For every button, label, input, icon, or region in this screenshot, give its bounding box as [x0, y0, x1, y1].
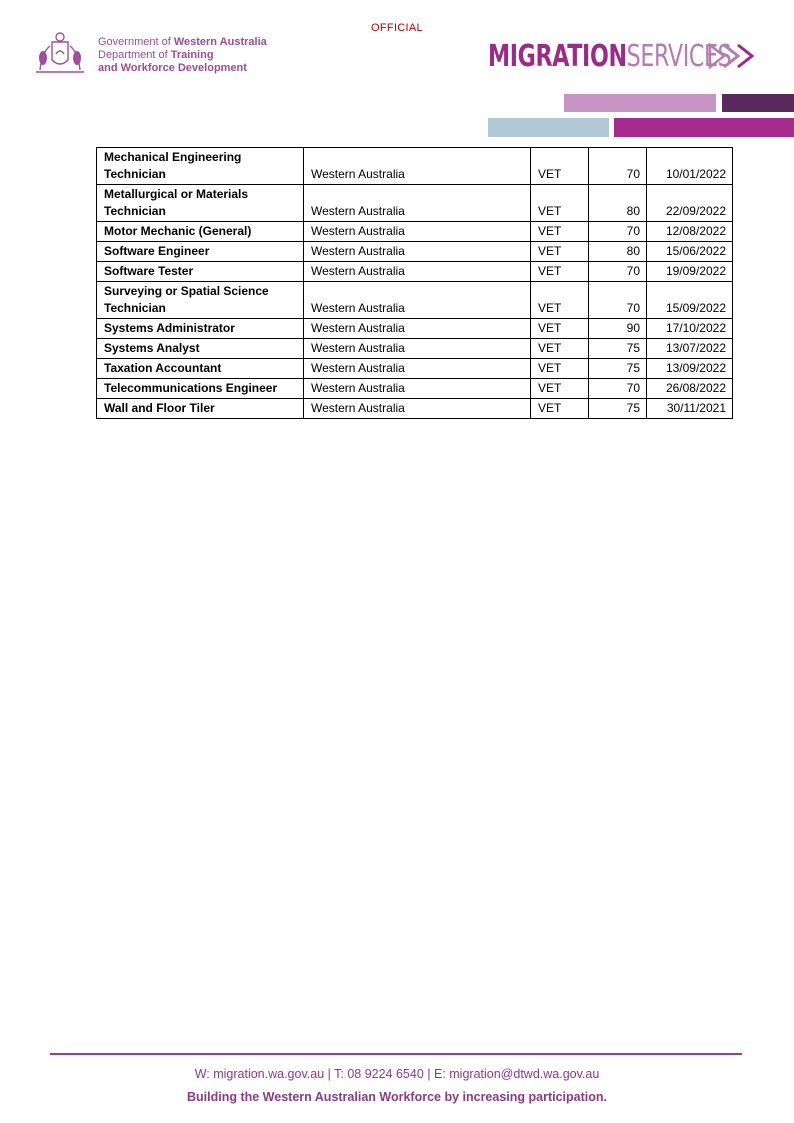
table-row: [97, 339, 733, 359]
occupation-cell: Motor Mechanic (General): [97, 222, 304, 242]
date-cell: 13/07/2022: [647, 339, 733, 359]
type-cell: VET: [531, 282, 589, 319]
occupation-cell: Systems Administrator: [97, 319, 304, 339]
brand-wordmark: [488, 39, 731, 74]
decorative-bar-magenta: [614, 118, 794, 137]
date-cell: 30/11/2021: [647, 399, 733, 419]
occupation-cell: Telecommunications Engineer: [97, 379, 304, 399]
state-cell: Western Australia: [304, 185, 531, 222]
occupation-cell: Software Tester: [97, 262, 304, 282]
type-cell: VET: [531, 185, 589, 222]
score-cell: 70: [589, 379, 647, 399]
gov-logo-line1-prefix: Government of: [98, 36, 174, 48]
decorative-bar-light-purple: [564, 94, 716, 112]
date-cell: 15/09/2022: [647, 282, 733, 319]
score-cell: 90: [589, 319, 647, 339]
table-row: [97, 242, 733, 262]
score-cell: 70: [589, 148, 647, 185]
gov-logo-line1-bold: Western Australia: [173, 36, 267, 48]
classification-label: OFFICIAL: [371, 22, 423, 34]
date-cell: 17/10/2022: [647, 319, 733, 339]
occupation-cell: Software Engineer: [97, 242, 304, 262]
score-cell: 70: [589, 282, 647, 319]
type-cell: VET: [531, 148, 589, 185]
state-cell: Western Australia: [304, 399, 531, 419]
wa-crest-icon: [30, 30, 90, 76]
occupation-cell: Surveying or Spatial Science Technician: [97, 282, 304, 319]
type-cell: VET: [531, 379, 589, 399]
state-cell: Western Australia: [304, 282, 531, 319]
gov-logo-line2-bold: Training: [170, 49, 214, 61]
occupation-cell: Wall and Floor Tiler: [97, 399, 304, 419]
score-cell: 80: [589, 185, 647, 222]
decorative-bar-light-blue: [488, 118, 609, 137]
type-cell: VET: [531, 359, 589, 379]
state-cell: Western Australia: [304, 319, 531, 339]
migration-services-logo: [488, 36, 794, 76]
state-cell: Western Australia: [304, 262, 531, 282]
date-cell: 12/08/2022: [647, 222, 733, 242]
date-cell: 13/09/2022: [647, 359, 733, 379]
brand-part1: MIGRATION: [488, 38, 627, 74]
date-cell: 26/08/2022: [647, 379, 733, 399]
table-row: [97, 222, 733, 242]
occupation-cell: Systems Analyst: [97, 339, 304, 359]
type-cell: VET: [531, 399, 589, 419]
type-cell: VET: [531, 339, 589, 359]
gov-logo-line2-prefix: Department of: [98, 49, 171, 61]
type-cell: VET: [531, 319, 589, 339]
date-cell: 10/01/2022: [647, 148, 733, 185]
state-cell: Western Australia: [304, 339, 531, 359]
table-row: [97, 379, 733, 399]
triple-chevron-icon: [706, 42, 762, 70]
score-cell: 70: [589, 222, 647, 242]
state-cell: Western Australia: [304, 379, 531, 399]
gov-logo-line3: and Workforce Development: [98, 62, 247, 74]
table-row: [97, 399, 733, 419]
occupation-table-body: [97, 148, 733, 419]
date-cell: 19/09/2022: [647, 262, 733, 282]
score-cell: 80: [589, 242, 647, 262]
type-cell: VET: [531, 222, 589, 242]
score-cell: 75: [589, 339, 647, 359]
state-cell: Western Australia: [304, 222, 531, 242]
footer-contact: W: migration.wa.gov.au | T: 08 9224 6540 | E: migration@dtwd.wa.gov.au: [194, 1067, 600, 1081]
occupation-cell: Taxation Accountant: [97, 359, 304, 379]
state-cell: Western Australia: [304, 242, 531, 262]
table-row: [97, 262, 733, 282]
occupation-table: [96, 147, 733, 419]
type-cell: VET: [531, 262, 589, 282]
government-logo-text: [98, 36, 267, 75]
score-cell: 70: [589, 262, 647, 282]
table-row: [97, 359, 733, 379]
occupation-cell: Metallurgical or Materials Technician: [97, 185, 304, 222]
table-row: [97, 282, 733, 319]
table-row: [97, 185, 733, 222]
footer-tagline: Building the Western Australian Workforce by increasing participation.: [187, 1090, 607, 1104]
score-cell: 75: [589, 359, 647, 379]
date-cell: 22/09/2022: [647, 185, 733, 222]
state-cell: Western Australia: [304, 359, 531, 379]
score-cell: 75: [589, 399, 647, 419]
government-logo: [30, 30, 300, 80]
footer-divider: [50, 1053, 742, 1055]
table-row: [97, 148, 733, 185]
date-cell: 15/06/2022: [647, 242, 733, 262]
table-row: [97, 319, 733, 339]
type-cell: VET: [531, 242, 589, 262]
decorative-bar-dark-purple: [722, 94, 794, 112]
state-cell: Western Australia: [304, 148, 531, 185]
brand-part2: SERVICES: [626, 38, 732, 74]
occupation-cell: Mechanical Engineering Technician: [97, 148, 304, 185]
